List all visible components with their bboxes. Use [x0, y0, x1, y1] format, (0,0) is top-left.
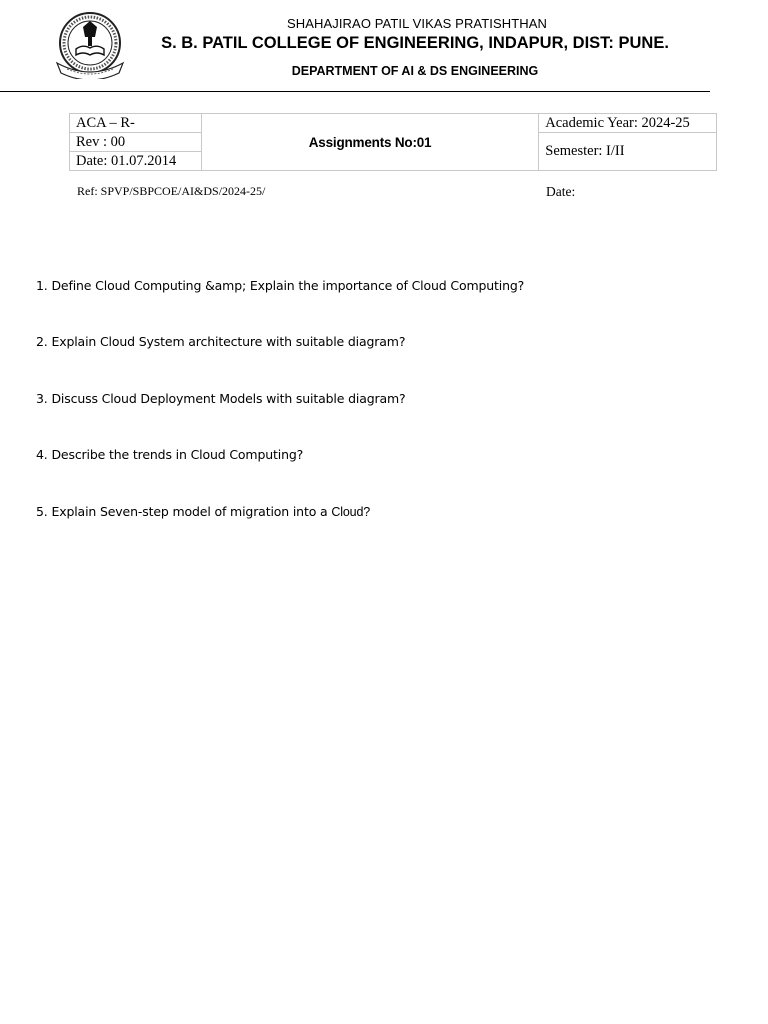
question-3: 3. Discuss Cloud Deployment Models with suitable diagram? — [36, 391, 406, 406]
academic-year: Academic Year: 2024-25 — [539, 114, 717, 133]
header-divider — [0, 91, 710, 92]
question-5-tail: Cloud? — [331, 505, 371, 519]
department-name: DEPARTMENT OF AI & DS ENGINEERING — [291, 64, 539, 78]
assignment-title: Assignments No:01 — [201, 114, 538, 171]
college-name: S. B. PATIL COLLEGE OF ENGINEERING, INDAPUR, DIST: PUNE. — [161, 34, 669, 52]
issue-date: Date: 01.07.2014 — [70, 152, 202, 171]
revision: Rev : 00 — [70, 133, 202, 152]
aca-code: ACA – R- — [70, 114, 202, 133]
question-1: 1. Define Cloud Computing &amp; Explain the importance of Cloud Computing? — [36, 278, 525, 293]
question-2: 2. Explain Cloud System architecture with suitable diagram? — [36, 334, 406, 349]
college-seal-icon — [53, 11, 127, 79]
question-4: 4. Describe the trends in Cloud Computing? — [36, 447, 304, 462]
organization-name: SHAHAJIRAO PATIL VIKAS PRATISHTHAN — [286, 16, 548, 31]
question-5 — [36, 504, 370, 519]
question-5-text: 5. Explain Seven-step model of migration into a — [36, 504, 328, 519]
date-label: Date: — [546, 184, 576, 199]
document-info-table — [69, 113, 717, 171]
semester: Semester: I/II — [539, 133, 717, 171]
reference-number: Ref: SPVP/SBPCOE/AI&DS/2024-25/ — [77, 184, 266, 198]
